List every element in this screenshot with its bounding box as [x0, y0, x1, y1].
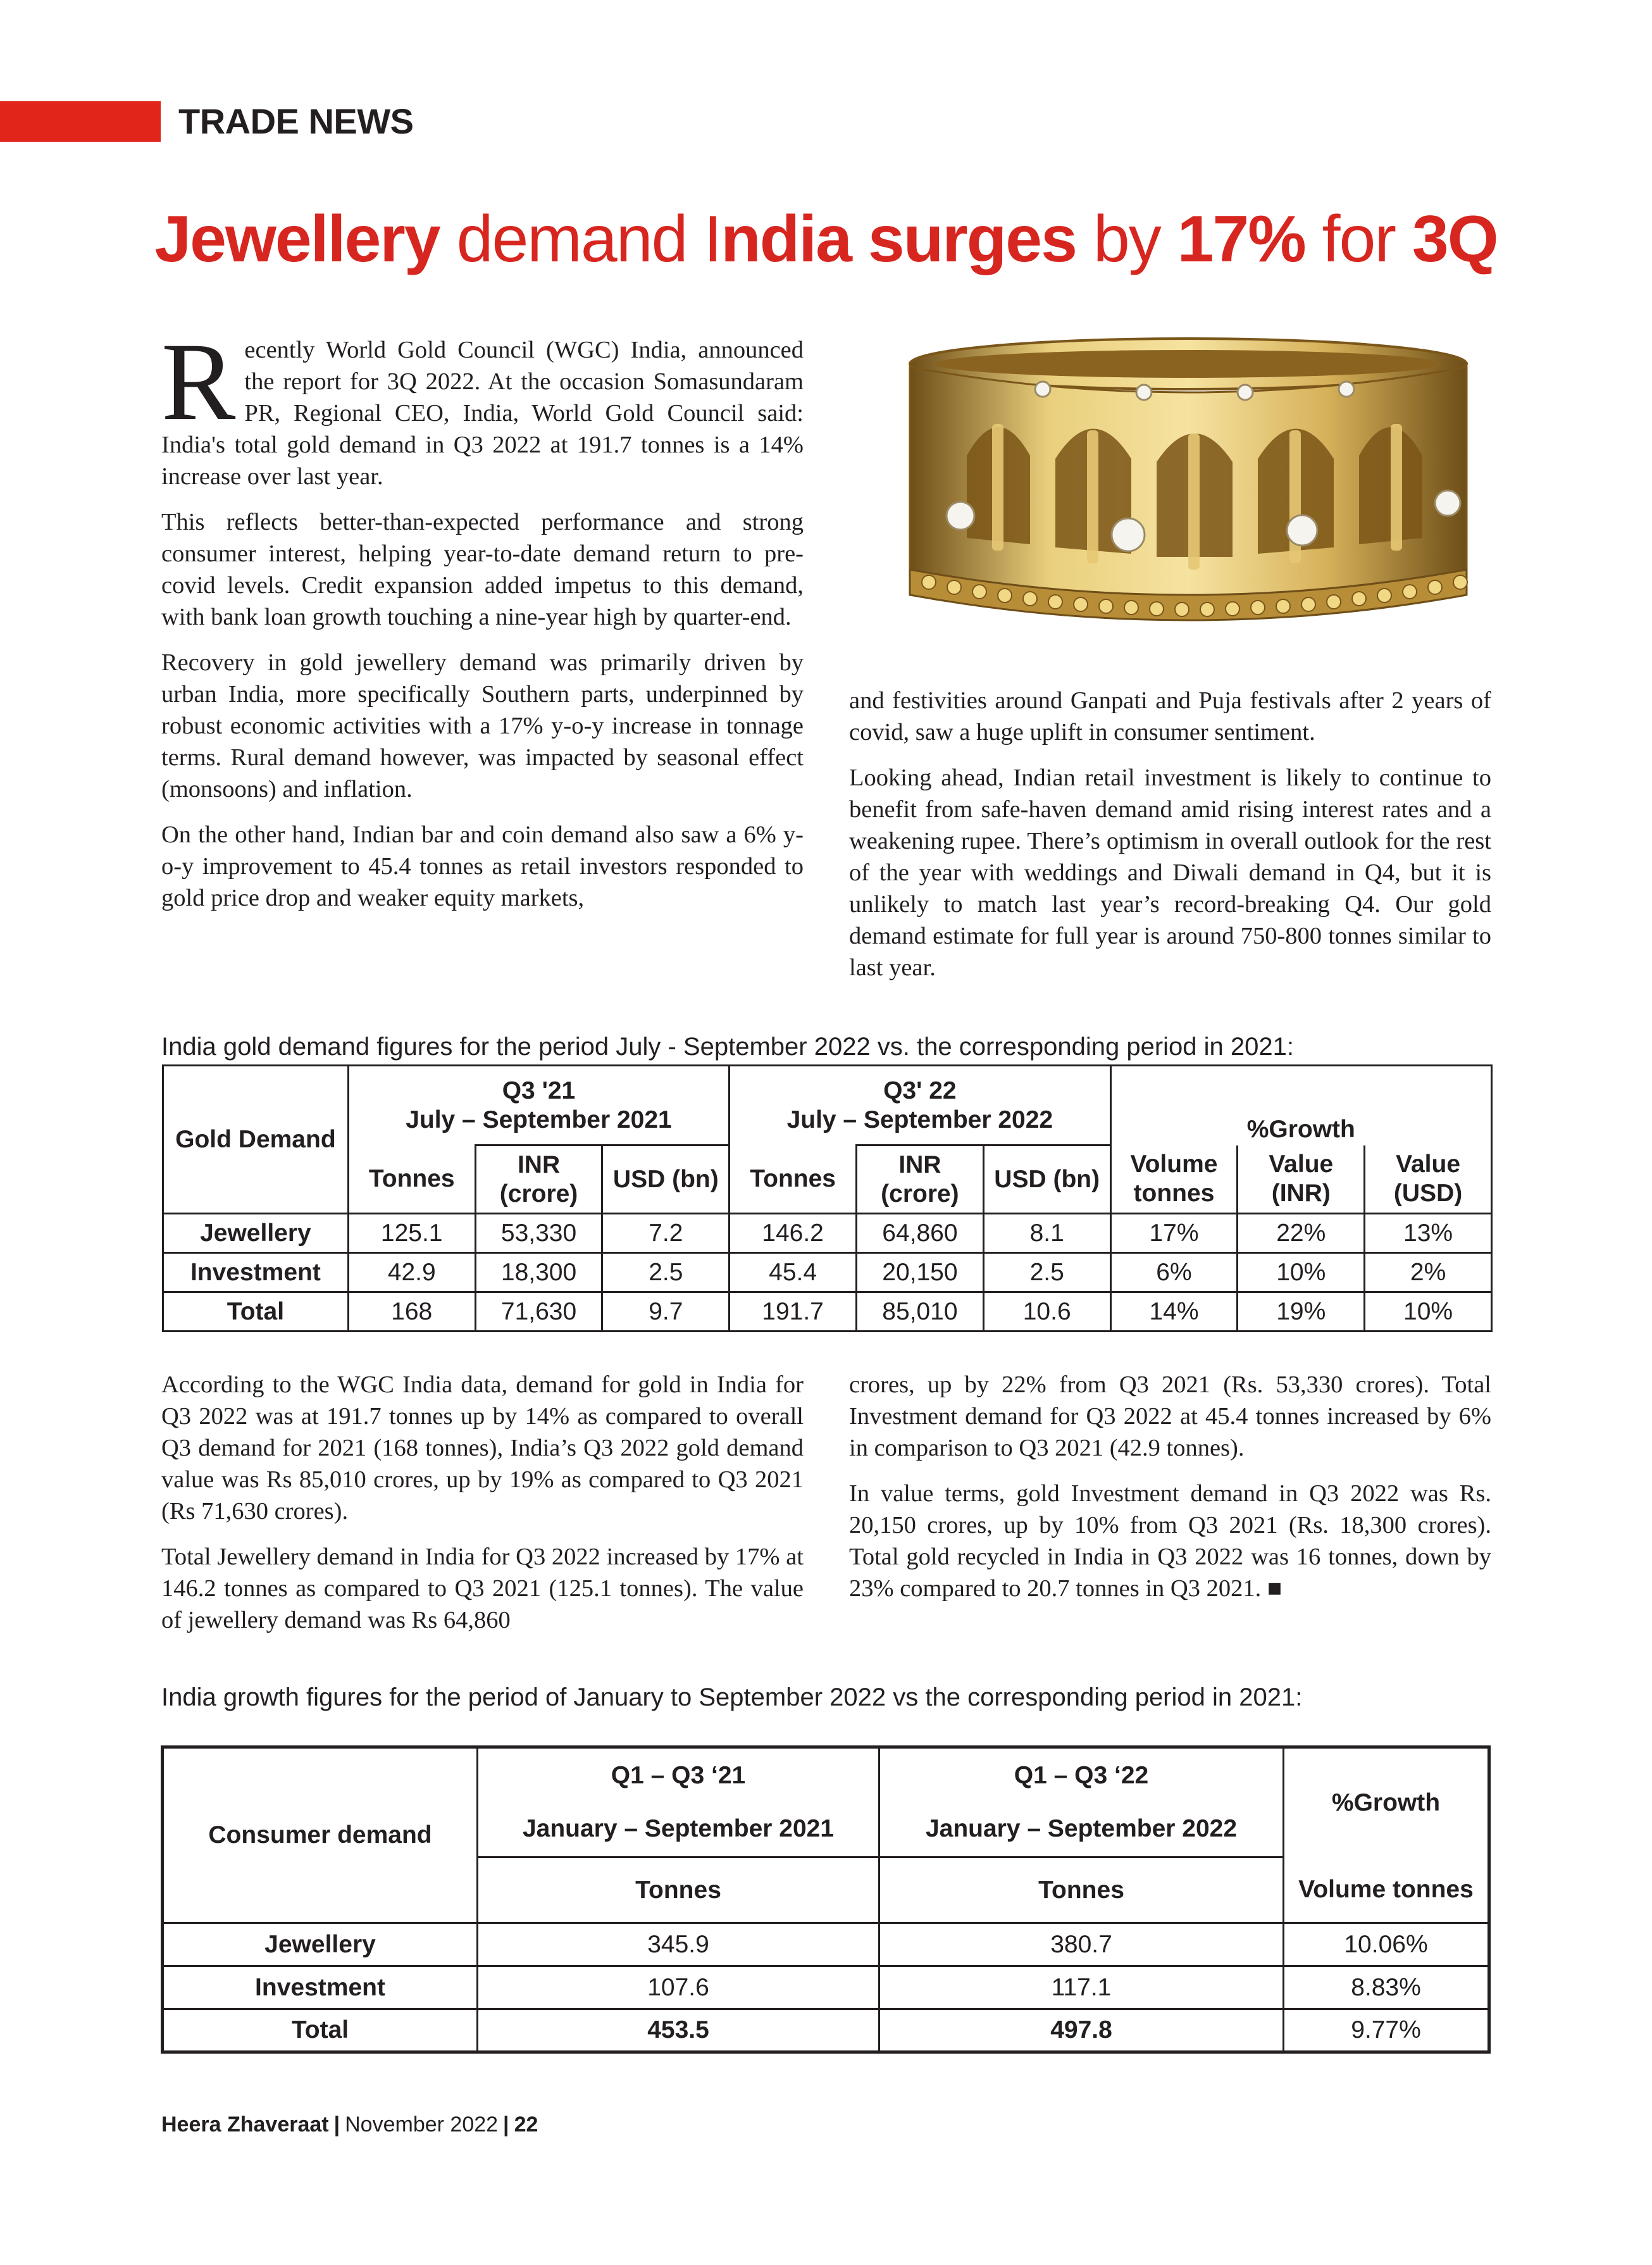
table-cell: 191.7	[730, 1292, 857, 1332]
table2-row-label: Investment	[163, 1966, 478, 2009]
table-cell: 117.1	[879, 1966, 1284, 2009]
article-paragraph-3: Recovery in gold jewellery demand was primarily driven by urban India, more specifically Southern parts, underpinned by robust economic activities with a 17% y-o-y increase in tonnage terms. Rural demand however, was impacted by seasonal effect (monsoons) and inflation.	[161, 649, 804, 802]
section-label: TRADE NEWS	[178, 101, 414, 141]
table-cell: 9.7	[602, 1292, 730, 1332]
article-paragraph-9: crores, up by 22% from Q3 2021 (Rs. 53,330 crores). Total Investment demand for Q3 2022 at 45.4 tonnes increased by 6% in comparison to Q3 2021 (42.9 tonnes).	[849, 1371, 1491, 1461]
article-paragraph-5: and festivities around Ganpati and Puja festivals after 2 years of covid, saw a huge uplift in consumer sentiment.	[849, 687, 1491, 746]
table1-row-label: Total	[163, 1292, 349, 1332]
article-paragraph-2: This reflects better-than-expected performance and strong consumer interest, helping year-to-date demand return to pre-covid levels. Credit expansion added impetus to this demand, with bank loan growth touching a nine-year high by quarter-end.	[161, 509, 804, 630]
table-cell: 8.1	[983, 1214, 1110, 1253]
table2-group-growth: %Growth	[1284, 1747, 1489, 1857]
table2-row-header: Consumer demand	[163, 1747, 478, 1923]
table-cell: 345.9	[478, 1923, 879, 1966]
table-row	[163, 1966, 1489, 2009]
table1-row-label: Jewellery	[163, 1214, 349, 1253]
table-cell: 107.6	[478, 1966, 879, 2009]
table1-group-growth: %Growth	[1110, 1066, 1491, 1145]
consumer-demand-ytd-table	[161, 1745, 1491, 2054]
table2-col-header: Tonnes	[879, 1857, 1284, 1923]
table-cell: 85,010	[857, 1292, 984, 1332]
table1-col-header: Volume tonnes	[1110, 1145, 1238, 1214]
table-cell: 125.1	[348, 1214, 475, 1253]
table-row	[163, 1214, 1492, 1253]
table1-caption: India gold demand figures for the period July - September 2022 vs. the corresponding period in 2021:	[161, 1033, 1294, 1061]
issue-date: November 2022	[345, 2112, 499, 2137]
article-column-right-bottom	[849, 1369, 1491, 1618]
table-cell: 10%	[1238, 1253, 1365, 1292]
table-cell: 10.06%	[1284, 1923, 1489, 1966]
table-cell: 146.2	[730, 1214, 857, 1253]
table1-col-header: Value (INR)	[1238, 1145, 1365, 1214]
table-cell: 71,630	[475, 1292, 602, 1332]
page-footer: Heera Zhaveraat | November 2022 | 22	[161, 2112, 538, 2137]
table1-col-header: Tonnes	[348, 1145, 475, 1214]
table2-row-label: Total	[163, 2009, 478, 2052]
article-column-left-bottom	[161, 1369, 804, 1650]
table-cell: 2%	[1365, 1253, 1492, 1292]
headline: Jewellery demand India surges by 17% for 3Q	[154, 203, 1498, 276]
table1-group-q3-22: Q3' 22 July – September 2022	[730, 1066, 1110, 1145]
table-cell: 168	[348, 1292, 475, 1332]
table-cell: 45.4	[730, 1253, 857, 1292]
table-cell: 18,300	[475, 1253, 602, 1292]
article-column-right-top	[849, 685, 1491, 997]
table-cell: 22%	[1238, 1214, 1365, 1253]
table-cell: 380.7	[879, 1923, 1284, 1966]
article-paragraph-7: According to the WGC India data, demand for gold in India for Q3 2022 was at 191.7 tonnes up by 14% as compared to overall Q3 demand for 2021 (168 tonnes), India’s Q3 2022 gold demand value was Rs 85,010 crores, up by 19% as compared to Q3 2021 (Rs 71,630 crores).	[161, 1371, 804, 1525]
table2-col-header: Volume tonnes	[1284, 1857, 1489, 1923]
table-cell: 9.77%	[1284, 2009, 1489, 2052]
table1-col-header: USD (bn)	[983, 1145, 1110, 1214]
table-cell: 497.8	[879, 2009, 1284, 2052]
table1-row-label: Investment	[163, 1253, 349, 1292]
table-cell: 64,860	[857, 1214, 984, 1253]
table-row	[163, 2009, 1489, 2052]
table-cell: 6%	[1110, 1253, 1238, 1292]
table-cell: 453.5	[478, 2009, 879, 2052]
table2-group-2022: Q1 – Q3 ‘22 January – September 2022	[879, 1747, 1284, 1857]
table1-col-header: Tonnes	[730, 1145, 857, 1214]
table-cell: 10.6	[983, 1292, 1110, 1332]
table-cell: 2.5	[602, 1253, 730, 1292]
table-row	[163, 1253, 1492, 1292]
table-cell: 42.9	[348, 1253, 475, 1292]
gold-ring-photo	[891, 329, 1486, 646]
page-number: 22	[514, 2112, 538, 2137]
table-cell: 10%	[1365, 1292, 1492, 1332]
gold-demand-q3-table	[162, 1064, 1493, 1332]
article-paragraph-6: Looking ahead, Indian retail investment is likely to continue to benefit from safe-haven demand amid rising interest rates and a weakening rupee. There’s optimism in overall outlook for the rest of the year with weddings and Diwali demand in Q4, but it is unlikely to match last year’s record-breaking Q4. Our gold demand estimate for full year is around 750-800 tonnes similar to last year.	[849, 764, 1491, 981]
table2-col-header: Tonnes	[478, 1857, 879, 1923]
table2-row-label: Jewellery	[163, 1923, 478, 1966]
table-cell: 19%	[1238, 1292, 1365, 1332]
publication-name: Heera Zhaveraat	[161, 2112, 329, 2137]
table1-col-header: INR (crore)	[475, 1145, 602, 1214]
table-cell: 7.2	[602, 1214, 730, 1253]
table-cell: 13%	[1365, 1214, 1492, 1253]
article-paragraph-1: Recently World Gold Council (WGC) India, announced the report for 3Q 2022. At the occasion Somasundaram PR, Regional CEO, India, World Gold Council said: India's total gold demand in Q3 2022 at 191.7 tonnes is a 14% increase over last year.	[161, 320, 804, 490]
article-paragraph-10: In value terms, gold Investment demand in Q3 2022 was Rs. 20,150 crores, up by 10% from Q3 2021 (Rs. 18,300 crores). Total gold recycled in India in Q3 2022 was 16 tonnes, down by 23% compared to 20.7 tonnes in Q3 2021. ■	[849, 1480, 1491, 1602]
end-of-article-mark: ■	[1267, 1575, 1282, 1602]
table-cell: 17%	[1110, 1214, 1238, 1253]
table1-col-header: USD (bn)	[602, 1145, 730, 1214]
table2-caption: India growth figures for the period of January to September 2022 vs the corresponding period in 2021:	[161, 1683, 1303, 1711]
table-cell: 53,330	[475, 1214, 602, 1253]
table2-group-2021: Q1 – Q3 ‘21 January – September 2021	[478, 1747, 879, 1857]
drop-cap: R	[161, 320, 236, 444]
table-cell: 20,150	[857, 1253, 984, 1292]
table-cell: 14%	[1110, 1292, 1238, 1332]
table1-col-header: INR (crore)	[857, 1145, 984, 1214]
table-row	[163, 1292, 1492, 1332]
article-paragraph-8: Total Jewellery demand in India for Q3 2022 increased by 17% at 146.2 tonnes as compared to Q3 2021 (125.1 tonnes). The value of jewellery demand was Rs 64,860	[161, 1544, 804, 1633]
table1-group-q3-21: Q3 '21 July – September 2021	[348, 1066, 729, 1145]
table-cell: 2.5	[983, 1253, 1110, 1292]
article-paragraph-4: On the other hand, Indian bar and coin demand also saw a 6% y-o-y improvement to 45.4 tonnes as retail investors responded to gold price drop and weaker equity markets,	[161, 821, 804, 911]
section-accent-bar	[0, 101, 161, 142]
table1-col-header: Value (USD)	[1365, 1145, 1492, 1214]
table1-row-header: Gold Demand	[163, 1066, 349, 1214]
table-row	[163, 1923, 1489, 1966]
table-cell: 8.83%	[1284, 1966, 1489, 2009]
article-column-left-top	[161, 320, 804, 928]
